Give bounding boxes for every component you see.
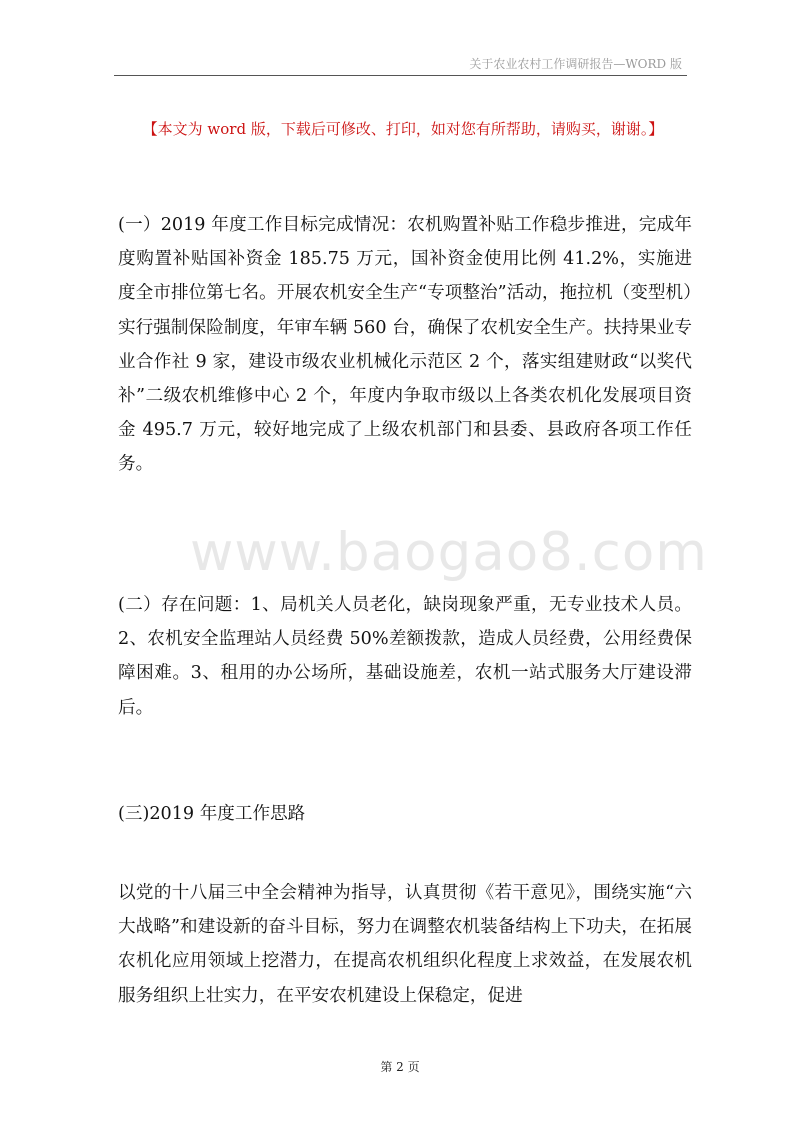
section-heading-work-ideas: (三)2019 年度工作思路 xyxy=(118,804,306,824)
paragraph-goal-completion: (一）2019 年度工作目标完成情况：农机购置补贴工作稳步推进，完成年度购置补贴国补资金 185.75 万元，国补资金使用比例 41.2%，实施进度全市排位第七名。开展农机安全生产“专项整治”活动，拖拉机（变型机）实行强制保险制度，年审车辆 560 台，确保了农机安全生产。扶持果业专业合作社 9 家，建设市级农业机械化示范区 2 个，落实组建财政“以奖代补”二级农机维修中心 2 个，年度内争取市级以上各类农机化发展项目资金 495.7 万元，较好地完成了上级农机部门和县委、县政府各项工作任务。 xyxy=(118,215,692,475)
paragraph-problems: (二）存在问题：1、局机关人员老化，缺岗现象严重，无专业技术人员。2、农机安全监理站人员经费 50%差额拨款，造成人员经费，公用经费保障困难。3、租用的办公场所，基础设施差，农机一站式服务大厅建设滞后。 xyxy=(118,595,692,718)
paragraph-work-ideas: 以党的十八届三中全会精神为指导，认真贯彻《若干意见》，围绕实施“六大战略”和建设新的奋斗目标，努力在调整农机装备结构上下功夫，在拓展农机化应用领域上挖潜力，在提高农机组织化程度上求效益，在发展农机服务组织上壮实力，在平安农机建设上保稳定，促进 xyxy=(118,883,692,1006)
page-number: 第 2 页 xyxy=(380,1060,420,1074)
purchase-notice: 【本文为 word 版，下载后可修改、打印，如对您有所帮助，请购买，谢谢。】 xyxy=(142,120,664,138)
header-divider xyxy=(114,75,687,76)
running-header: 关于农业农村工作调研报告—WORD 版 xyxy=(469,57,682,71)
watermark: www.baogao8.com xyxy=(190,522,708,583)
